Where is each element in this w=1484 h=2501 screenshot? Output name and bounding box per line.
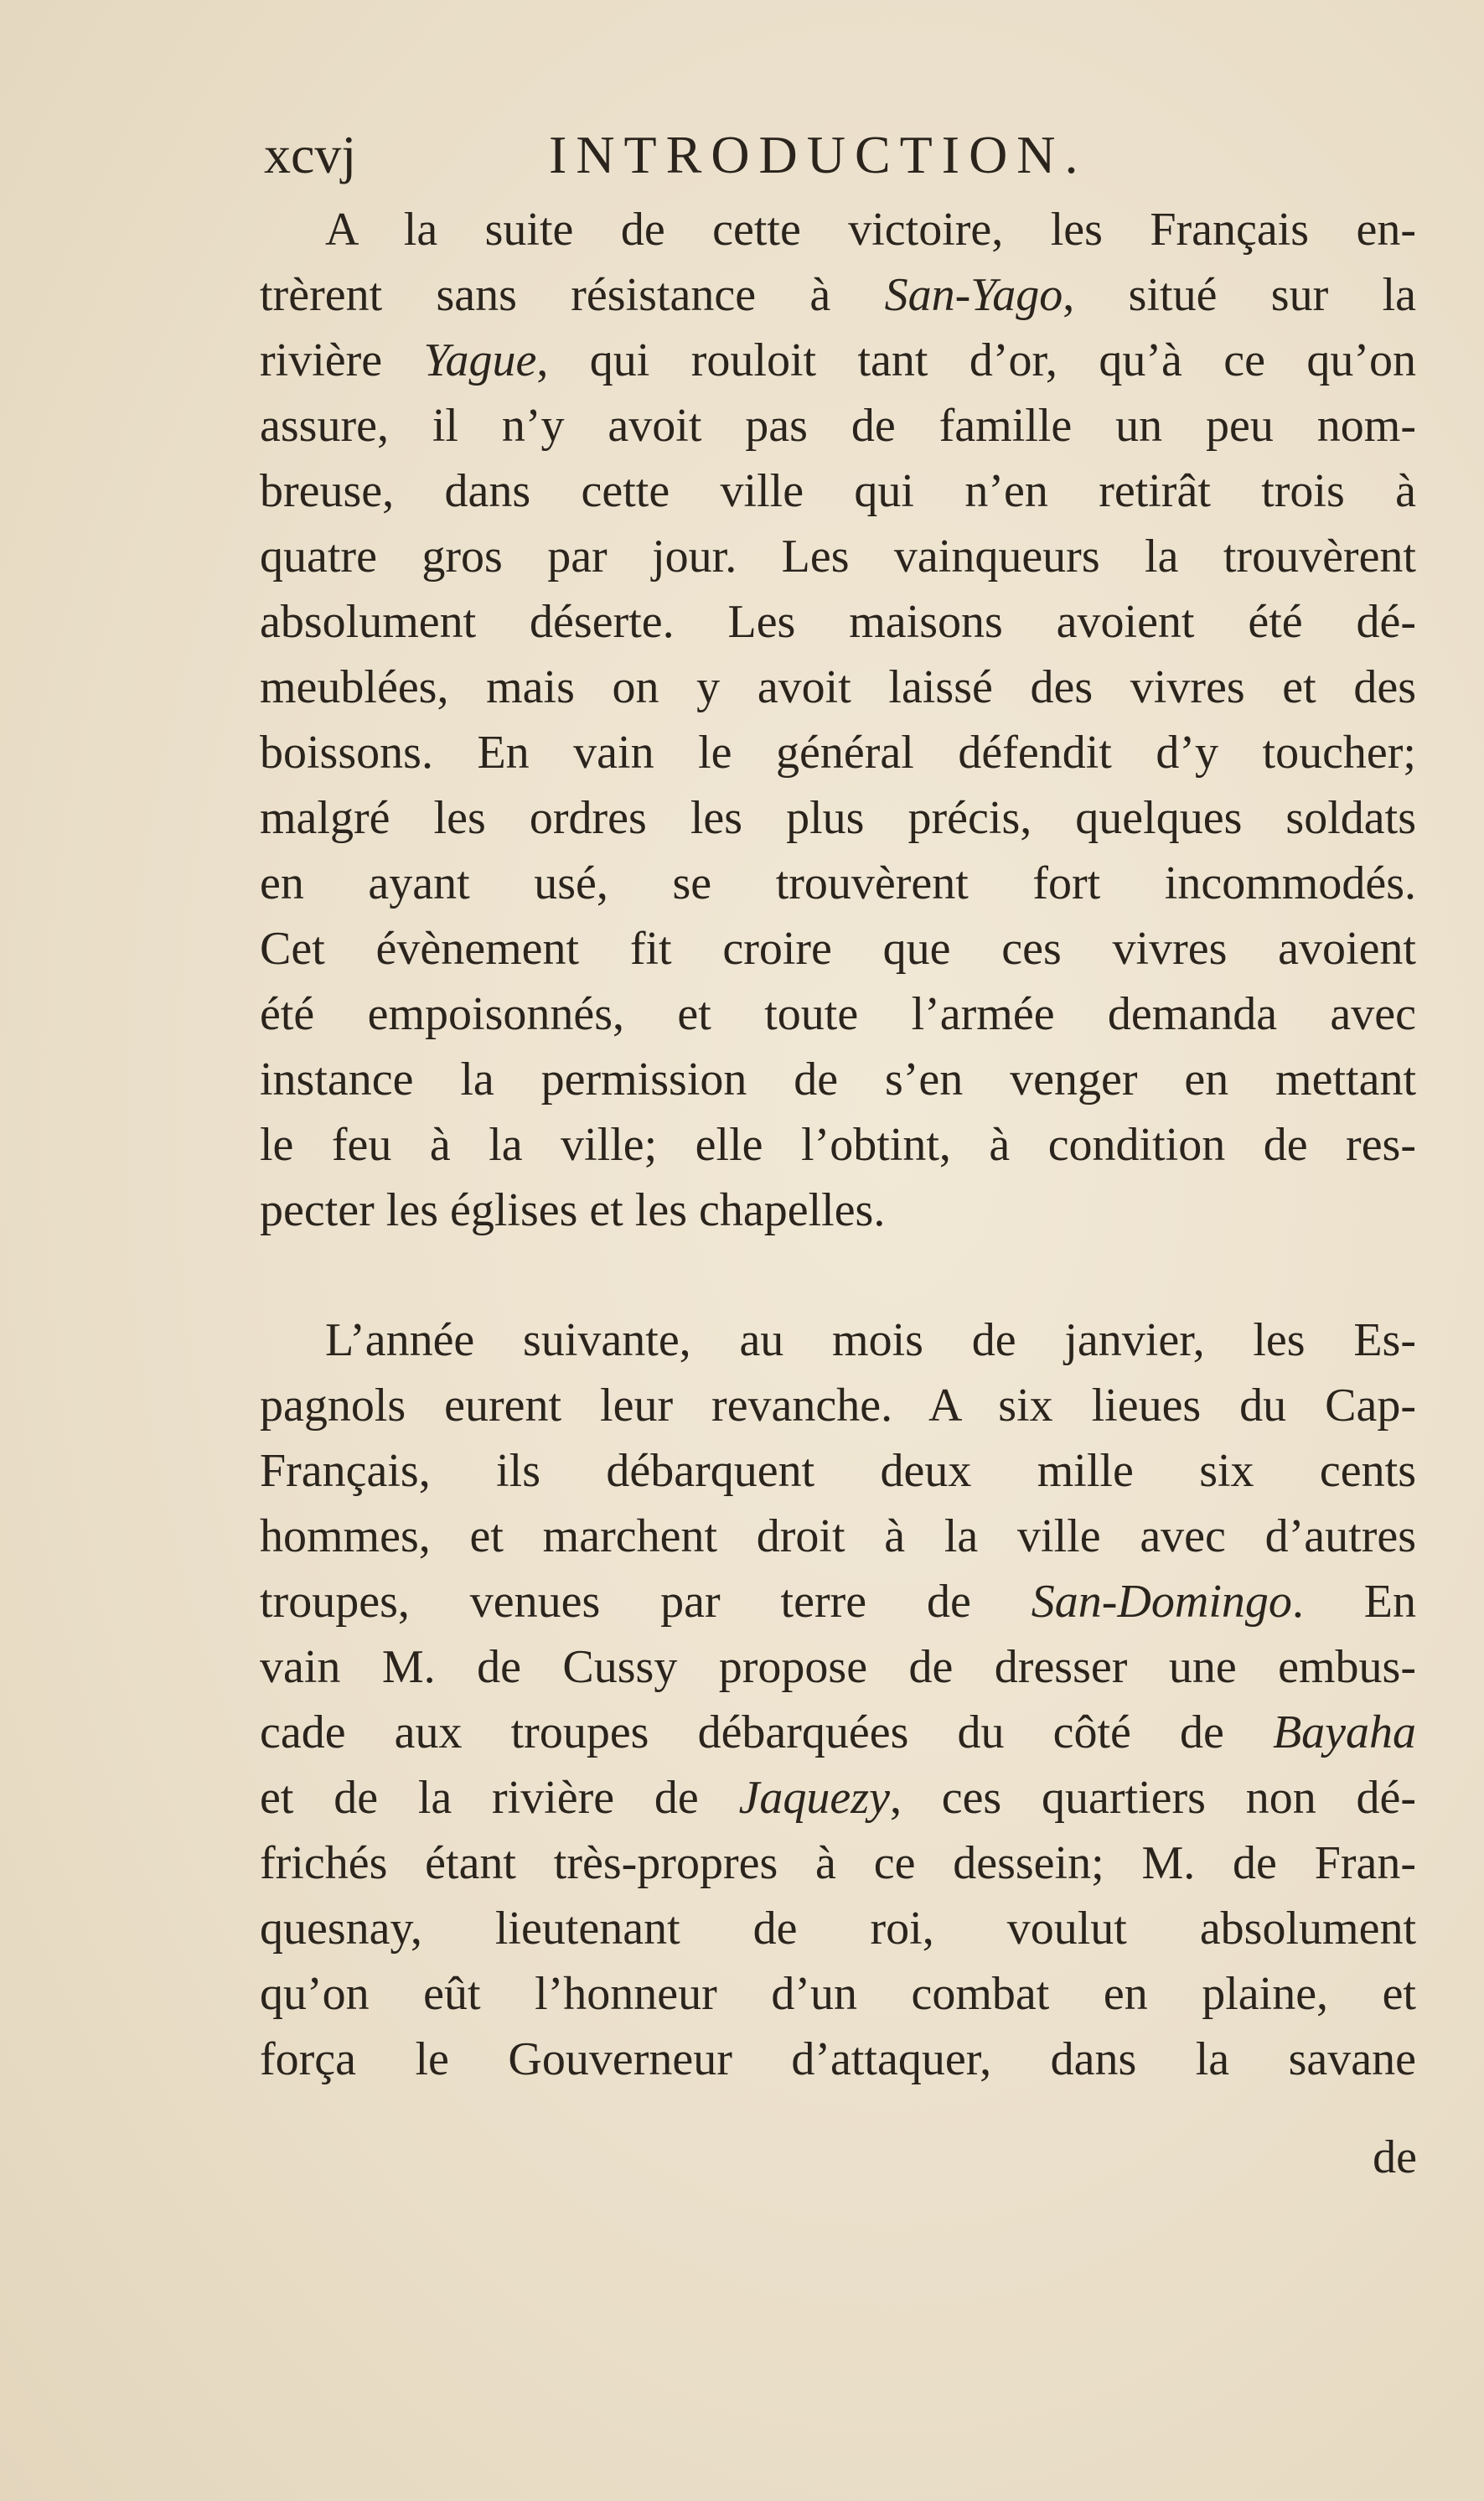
- text-line: rivière Yague, qui rouloit tant d’or, qu’à ce qu’on: [260, 334, 1416, 386]
- text-line: absolument déserte. Les maisons avoient été dé-: [260, 596, 1416, 648]
- paragraph-1: [260, 197, 1416, 1243]
- text-line: en ayant usé, se trouvèrent fort incommodés.: [260, 857, 1416, 909]
- text-line: assure, il n’y avoit pas de famille un peu nom-: [260, 400, 1416, 452]
- text-line: hommes, et marchent droit à la ville avec d’autres: [260, 1510, 1416, 1562]
- page-header: [264, 117, 1429, 193]
- text-line: L’année suivante, au mois de janvier, les Es-: [325, 1314, 1416, 1366]
- text-line: breuse, dans cette ville qui n’en retirât trois à: [260, 465, 1416, 517]
- text-line: A la suite de cette victoire, les Français en-: [325, 204, 1416, 256]
- text-line: été empoisonnés, et toute l’armée demanda avec: [260, 988, 1416, 1040]
- page-number: xcvj: [264, 125, 357, 184]
- text-line: pecter les églises et les chapelles.: [260, 1184, 886, 1236]
- text-line: Cet évènement fit croire que ces vivres avoient: [260, 923, 1416, 975]
- text-line: meublées, mais on y avoit laissé des vivres et des: [260, 661, 1416, 713]
- text-line: trèrent sans résistance à San-Yago, situé sur la: [260, 269, 1416, 321]
- text-line: pagnols eurent leur revanche. A six lieues du Cap-: [260, 1380, 1416, 1432]
- text-line: Français, ils débarquent deux mille six cents: [260, 1445, 1416, 1497]
- text-line: et de la rivière de Jaquezy, ces quartiers non dé-: [260, 1772, 1416, 1824]
- text-line: malgré les ordres les plus précis, quelques soldats: [260, 792, 1416, 844]
- catchword: de: [1373, 2131, 1417, 2183]
- text-line: vain M. de Cussy propose de dresser une embus-: [260, 1641, 1416, 1693]
- text-line: cade aux troupes débarquées du côté de Bayaha: [260, 1706, 1416, 1758]
- text-line: frichés étant très-propres à ce dessein; M. de Fran-: [260, 1837, 1416, 1889]
- text-line: instance la permission de s’en venger en mettant: [260, 1054, 1416, 1106]
- text-line: troupes, venues par terre de San-Domingo. En: [260, 1576, 1416, 1628]
- text-line: le feu à la ville; elle l’obtint, à condition de res-: [260, 1119, 1416, 1171]
- text-line: quesnay, lieutenant de roi, voulut absolument: [260, 1903, 1416, 1955]
- text-line: qu’on eût l’honneur d’un combat en plaine, et: [260, 1968, 1416, 2020]
- text-line: quatre gros par jour. Les vainqueurs la trouvèrent: [260, 531, 1416, 583]
- text-line: boissons. En vain le général défendit d’y toucher;: [260, 727, 1416, 779]
- paragraph-2: [260, 1307, 1416, 2092]
- running-title: INTRODUCTION.: [549, 125, 1088, 184]
- text-line: força le Gouverneur d’attaquer, dans la savane: [260, 2033, 1416, 2085]
